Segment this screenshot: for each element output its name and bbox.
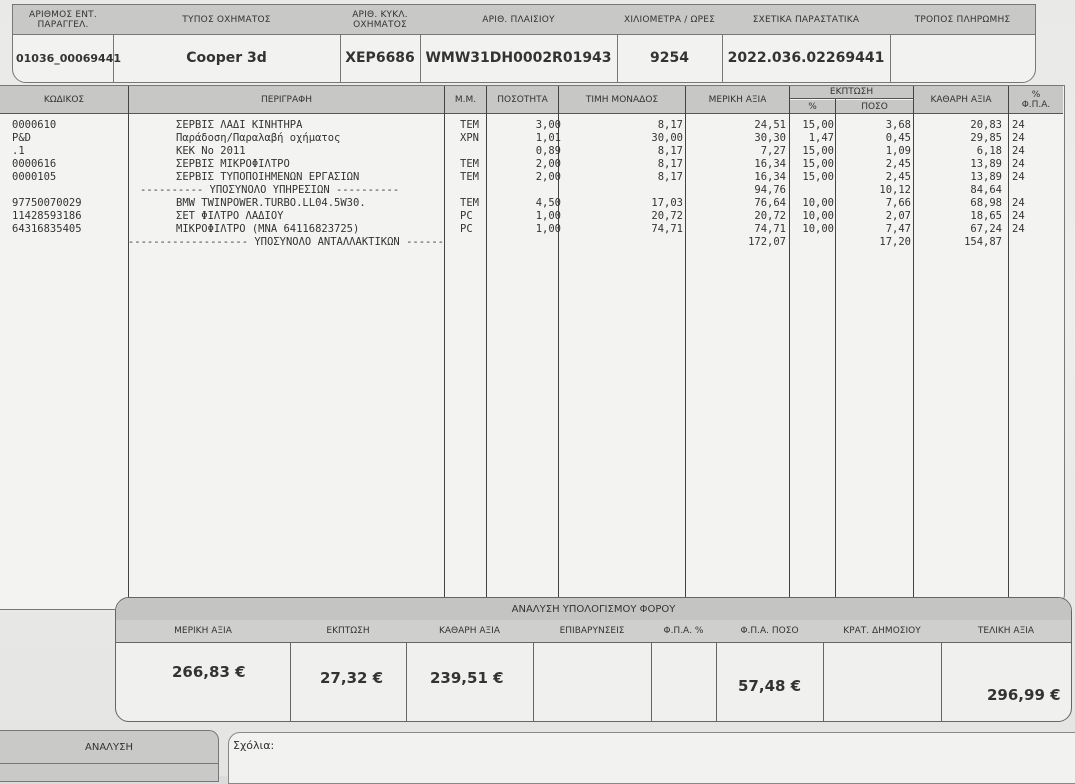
payment-method-value [890, 35, 1035, 81]
table-row [0, 236, 1064, 248]
cell-vat: 24 [1012, 119, 1025, 131]
cell-damt: 7,66 [885, 197, 911, 209]
plate-cell [340, 5, 421, 82]
tax-vat-pct-caption: Φ.Π.Α. % [651, 620, 716, 643]
cell-dpct: 15,00 [802, 119, 834, 131]
cell-price: 8,17 [657, 171, 683, 183]
tax-net-value: 239,51 € [430, 669, 504, 687]
order-number-value: 01036_00069441 [16, 51, 121, 65]
cell-price: 20,72 [651, 210, 683, 222]
cell-net: 68,98 [970, 197, 1002, 209]
cell-damt: 1,09 [885, 145, 911, 157]
cell-qty: 1,00 [535, 210, 561, 222]
cell-price: 8,17 [657, 145, 683, 157]
tax-col-charges [533, 620, 652, 721]
cell-dpct: 15,00 [802, 171, 834, 183]
tax-partial-caption: ΜΕΡΙΚΗ ΑΞΙΑ [116, 620, 290, 643]
cell-damt: 2,07 [885, 210, 911, 222]
tax-net-caption: ΚΑΘΑΡΗ ΑΞΙΑ [406, 620, 533, 643]
cell-partial: 172,07 [748, 236, 786, 248]
header-quantity: ΠΟΣΟΤΗΤΑ [487, 86, 558, 114]
cell-net: 84,64 [970, 184, 1002, 196]
cell-partial: 30,30 [754, 132, 786, 144]
tax-discount-caption: ΕΚΠΤΩΣΗ [290, 620, 406, 643]
order-number-caption: ΑΡΙΘΜΟΣ ΕΝΤ. ΠΑΡΑΓΓΕΛ. [13, 5, 113, 35]
tax-charges-caption: ΕΠΙΒΑΡΥΝΣΕΙΣ [533, 620, 651, 643]
analysis-label: ΑΝΑΛΥΣΗ [0, 731, 218, 764]
table-row [0, 145, 1064, 157]
cell-unit: TEM [460, 119, 479, 131]
table-row [0, 132, 1064, 144]
tax-final-value: 296,99 € [987, 686, 1061, 704]
cell-desc: Παράδοση/Παραλαβή οχήματος [176, 132, 341, 144]
table-row [0, 119, 1064, 131]
cell-damt: 2,45 [885, 158, 911, 170]
cell-net: 13,89 [970, 158, 1002, 170]
cell-code: .1 [12, 145, 25, 157]
tax-vat-amount-value: 57,48 € [738, 677, 802, 695]
cell-net: 20,83 [970, 119, 1002, 131]
cell-damt: 3,68 [885, 119, 911, 131]
cell-code: 0000616 [12, 158, 57, 170]
cell-desc: ------------------- ΥΠΟΣΥΝΟΛΟ ΑΝΤΑΛΛΑΚΤΙΚΩΝ ------ [127, 236, 444, 248]
cell-qty: 0,89 [535, 145, 561, 157]
cell-partial: 16,34 [754, 158, 786, 170]
cell-vat: 24 [1012, 145, 1025, 157]
cell-desc: ΚΕΚ Νο 2011 [176, 145, 246, 157]
header-vat-label: Φ.Π.Α. [1021, 99, 1051, 110]
table-row [0, 197, 1064, 209]
tax-final-caption: ΤΕΛΙΚΗ ΑΞΙΑ [941, 620, 1071, 643]
cell-qty: 2,00 [535, 171, 561, 183]
cell-code: 0000610 [12, 119, 57, 131]
cell-net: 154,87 [964, 236, 1002, 248]
tax-col-partial [116, 620, 291, 721]
related-docs-cell [722, 5, 891, 82]
header-vat-pct: % [1031, 89, 1041, 100]
payment-method-caption: ΤΡΟΠΟΣ ΠΛΗΡΩΜΗΣ [890, 5, 1035, 35]
mileage-value: 9254 [650, 50, 689, 66]
cell-vat: 24 [1012, 158, 1025, 170]
tax-col-final [941, 620, 1071, 721]
comments-label: Σχόλια: [233, 739, 275, 752]
cell-vat: 24 [1012, 132, 1025, 144]
cell-damt: 2,45 [885, 171, 911, 183]
cell-vat: 24 [1012, 210, 1025, 222]
cell-qty: 2,00 [535, 158, 561, 170]
comments-box [228, 732, 1075, 784]
cell-net: 13,89 [970, 171, 1002, 183]
cell-unit: PC [460, 210, 473, 222]
analysis-box [0, 730, 219, 782]
table-row [0, 223, 1064, 235]
cell-price: 74,71 [651, 223, 683, 235]
header-discount: ΕΚΠΤΩΣΗ [790, 86, 913, 99]
header-unit-price: ΤΙΜΗ ΜΟΝΑΔΟΣ [559, 86, 685, 114]
tax-partial-value: 266,83 € [172, 663, 246, 681]
cell-damt: 10,12 [879, 184, 911, 196]
cell-partial: 76,64 [754, 197, 786, 209]
cell-dpct: 15,00 [802, 158, 834, 170]
vehicle-type-value: Cooper 3d [186, 50, 267, 66]
cell-partial: 24,51 [754, 119, 786, 131]
cell-qty: 3,00 [535, 119, 561, 131]
vehicle-type-caption: ΤΥΠΟΣ ΟΧΗΜΑΤΟΣ [113, 5, 340, 35]
cell-desc: BMW TWINPOWER.TURBO.LL04.5W30. [176, 197, 366, 209]
cell-desc: ΣΕΤ ΦΙΛΤΡΟ ΛΑΔΙΟΥ [176, 210, 284, 222]
cell-net: 6,18 [976, 145, 1002, 157]
cell-desc: ---------- ΥΠΟΣΥΝΟΛΟ ΥΠΗΡΕΣΙΩΝ ---------- [140, 184, 400, 196]
order-number-cell [13, 5, 121, 82]
tax-col-vat-pct [651, 620, 717, 721]
cell-damt: 0,45 [885, 132, 911, 144]
cell-unit: ΧΡΝ [460, 132, 479, 144]
vin-value: WMW31DH0002R01943 [425, 50, 612, 66]
tax-col-public-deduction [823, 620, 942, 721]
cell-qty: 1,00 [535, 223, 561, 235]
items-table [0, 85, 1065, 610]
table-row [0, 210, 1064, 222]
tax-col-discount [290, 620, 407, 721]
tax-analysis [115, 597, 1072, 722]
cell-net: 29,85 [970, 132, 1002, 144]
cell-dpct: 15,00 [802, 145, 834, 157]
header-description: ΠΕΡΙΓΡΑΦΗ [129, 86, 444, 114]
cell-unit: TEM [460, 171, 479, 183]
cell-desc: ΣΕΡΒΙΣ ΤΥΠΟΠΟΙΗΜΕΝΩΝ ΕΡΓΑΣΙΩΝ [176, 171, 360, 183]
cell-code: 97750070029 [12, 197, 82, 209]
cell-dpct: 10,00 [802, 210, 834, 222]
cell-vat: 24 [1012, 223, 1025, 235]
cell-unit: TEM [460, 197, 479, 209]
tax-col-vat-amount [716, 620, 824, 721]
vin-cell [420, 5, 618, 82]
cell-price: 30,00 [651, 132, 683, 144]
cell-dpct: 10,00 [802, 223, 834, 235]
tax-analysis-title: ΑΝΑΛΥΣΗ ΥΠΟΛΟΓΙΣΜΟΥ ΦΟΡΟΥ [116, 598, 1071, 621]
cell-partial: 16,34 [754, 171, 786, 183]
mileage-caption: ΧΙΛΙΟΜΕΤΡΑ / ΩΡΕΣ [617, 5, 722, 35]
tax-public-deduction-caption: ΚΡΑΤ. ΔΗΜΟΣΙΟΥ [823, 620, 941, 643]
header-unit: Μ.Μ. [445, 86, 486, 114]
vin-caption: ΑΡΙΘ. ΠΛΑΙΣΙΟΥ [420, 5, 617, 35]
plate-caption: ΑΡΙΘ. ΚΥΚΛ. ΟΧΗΜΑΤΟΣ [340, 5, 420, 35]
table-row [0, 171, 1064, 183]
cell-price: 8,17 [657, 158, 683, 170]
vehicle-info-table [12, 4, 1036, 83]
tax-discount-value: 27,32 € [320, 669, 384, 687]
plate-value: XEP6686 [345, 50, 415, 66]
cell-qty: 4,50 [535, 197, 561, 209]
tax-vat-amount-caption: Φ.Π.Α. ΠΟΣΟ [716, 620, 823, 643]
cell-net: 67,24 [970, 223, 1002, 235]
cell-unit: TEM [460, 158, 479, 170]
header-code: ΚΩΔΙΚΟΣ [0, 86, 128, 114]
mileage-cell [617, 5, 723, 82]
table-row [0, 184, 1064, 196]
cell-damt: 17,20 [879, 236, 911, 248]
cell-dpct: 10,00 [802, 197, 834, 209]
cell-code: P&D [12, 132, 31, 144]
cell-partial: 74,71 [754, 223, 786, 235]
cell-desc: ΜΙΚΡΟΦΙΛΤΡΟ (ΜΝΑ 64116823725) [176, 223, 360, 235]
cell-dpct: 1,47 [808, 132, 834, 144]
cell-vat: 24 [1012, 197, 1025, 209]
cell-partial: 94,76 [754, 184, 786, 196]
header-partial-value: ΜΕΡΙΚΗ ΑΞΙΑ [686, 86, 789, 114]
header-net-value: ΚΑΘΑΡΗ ΑΞΙΑ [914, 86, 1008, 114]
cell-desc: ΣΕΡΒΙΣ ΛΑΔΙ ΚΙΝΗΤΗΡΑ [176, 119, 303, 131]
vehicle-type-cell [113, 5, 341, 82]
cell-desc: ΣΕΡΒΙΣ ΜΙΚΡΟΦΙΛΤΡΟ [176, 158, 290, 170]
cell-net: 18,65 [970, 210, 1002, 222]
cell-unit: PC [460, 223, 473, 235]
cell-price: 8,17 [657, 119, 683, 131]
cell-code: 0000105 [12, 171, 57, 183]
cell-vat: 24 [1012, 171, 1025, 183]
related-docs-value: 2022.036.02269441 [727, 50, 885, 66]
related-docs-caption: ΣΧΕΤΙΚΑ ΠΑΡΑΣΤΑΤΙΚΑ [722, 5, 890, 35]
table-row [0, 158, 1064, 170]
header-vat [1009, 86, 1063, 114]
cell-price: 17,03 [651, 197, 683, 209]
payment-method-cell [890, 5, 1035, 82]
cell-code: 11428593186 [12, 210, 82, 222]
header-discount-pct: % [790, 100, 835, 114]
header-discount-amount: ΠΟΣΟ [836, 100, 913, 114]
cell-qty: 1,01 [535, 132, 561, 144]
tax-col-net [406, 620, 534, 721]
cell-code: 64316835405 [12, 223, 82, 235]
cell-partial: 7,27 [760, 145, 786, 157]
cell-damt: 7,47 [885, 223, 911, 235]
cell-partial: 20,72 [754, 210, 786, 222]
